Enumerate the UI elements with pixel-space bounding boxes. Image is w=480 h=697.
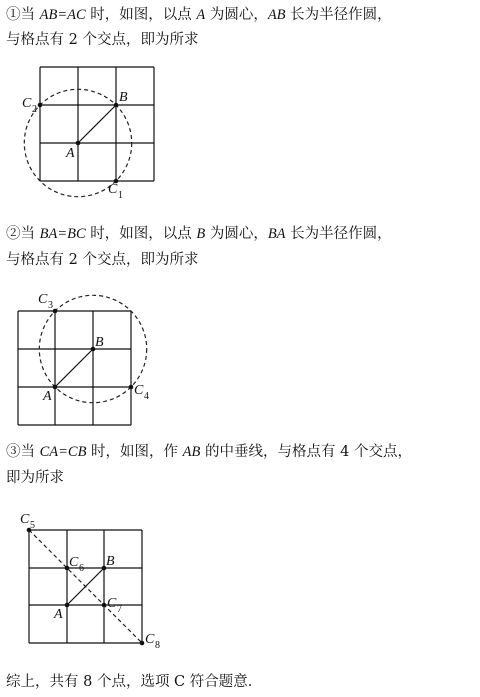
case3-text-post: 个交点， xyxy=(349,444,412,460)
case1-center: A xyxy=(196,7,206,23)
summary-pre: 综上，共有 xyxy=(6,674,84,690)
case3-condition: CA=CB xyxy=(39,444,87,460)
case3-label-c7-sub: 7 xyxy=(117,604,122,615)
case2-label-c4: C xyxy=(134,383,144,398)
case3-text-mid: 时，如图，作 xyxy=(86,444,183,460)
case2-label-c4-sub: 4 xyxy=(144,391,149,402)
case2-text-mid2: 为圆心， xyxy=(205,226,268,242)
case3-label-b: B xyxy=(106,554,115,569)
case1-label-c2: C xyxy=(22,96,32,111)
case1-text-pre: 当 xyxy=(20,7,40,23)
case1-line2-b: 个交点，即为所求 xyxy=(77,32,199,48)
case2-text-mid: 时，如图，以点 xyxy=(85,226,197,242)
case3-text-mid2: 的中垂线，与格点有 xyxy=(200,444,341,460)
case2-line2-a: 与格点有 xyxy=(6,252,69,268)
case1-label-a: A xyxy=(66,146,75,161)
summary-line xyxy=(6,673,262,691)
case3-label-c5-sub: 5 xyxy=(30,520,35,531)
case3-label-c8: C xyxy=(145,632,155,647)
case2-label-a: A xyxy=(43,389,52,404)
summary-text: 个点，选项 C 符合题意． xyxy=(92,674,263,690)
case2-center: B xyxy=(196,226,206,242)
case1-label-c1-sub: 1 xyxy=(118,190,123,201)
case3-label-c5: C xyxy=(20,512,30,527)
case1-radius: AB xyxy=(267,7,286,23)
case1-count: 2 xyxy=(68,32,78,48)
case2-condition: BA=BC xyxy=(39,226,86,242)
case1-label-b: B xyxy=(119,90,128,105)
case1-text-mid: 时，如图，以点 xyxy=(85,7,197,23)
case3-point-a xyxy=(65,603,70,608)
case3-label-c8-sub: 8 xyxy=(155,640,160,651)
case2-label-c3: C xyxy=(38,292,48,307)
case1-condition: AB=AC xyxy=(39,7,86,23)
case1-text-mid2: 为圆心， xyxy=(205,7,268,23)
case3-label-a: A xyxy=(54,607,63,622)
case3-label-c7: C xyxy=(107,596,117,611)
case3-count: 4 xyxy=(340,444,350,460)
case3-text-pre: 当 xyxy=(20,444,40,460)
case1-label-c1: C xyxy=(108,182,118,197)
case3-mark: ③ xyxy=(6,444,21,460)
case2-radius: BA xyxy=(267,226,286,242)
case1-mark: ① xyxy=(6,7,21,23)
case1-text-post: 长为半径作圆， xyxy=(285,7,392,23)
case3-point-c8 xyxy=(140,641,145,646)
summary-count: 8 xyxy=(83,674,93,690)
case3-point-c7 xyxy=(102,603,107,608)
case3-label-c6: C xyxy=(69,555,79,570)
case2-label-c3-sub: 3 xyxy=(48,300,53,311)
case3-label-c6-sub: 6 xyxy=(79,563,84,574)
case3-line2-text: 即为所求 xyxy=(6,470,64,486)
case1-label-c2-sub: 2 xyxy=(32,104,37,115)
case1-line2-a: 与格点有 xyxy=(6,32,69,48)
case2-label-b: B xyxy=(95,335,104,350)
case2-mark: ② xyxy=(6,226,21,242)
case2-text-pre: 当 xyxy=(20,226,40,242)
case3-segment: AB xyxy=(182,444,201,460)
case2-count: 2 xyxy=(68,252,78,268)
case2-line2-b: 个交点，即为所求 xyxy=(77,252,199,268)
case2-text-post: 长为半径作圆， xyxy=(285,226,392,242)
